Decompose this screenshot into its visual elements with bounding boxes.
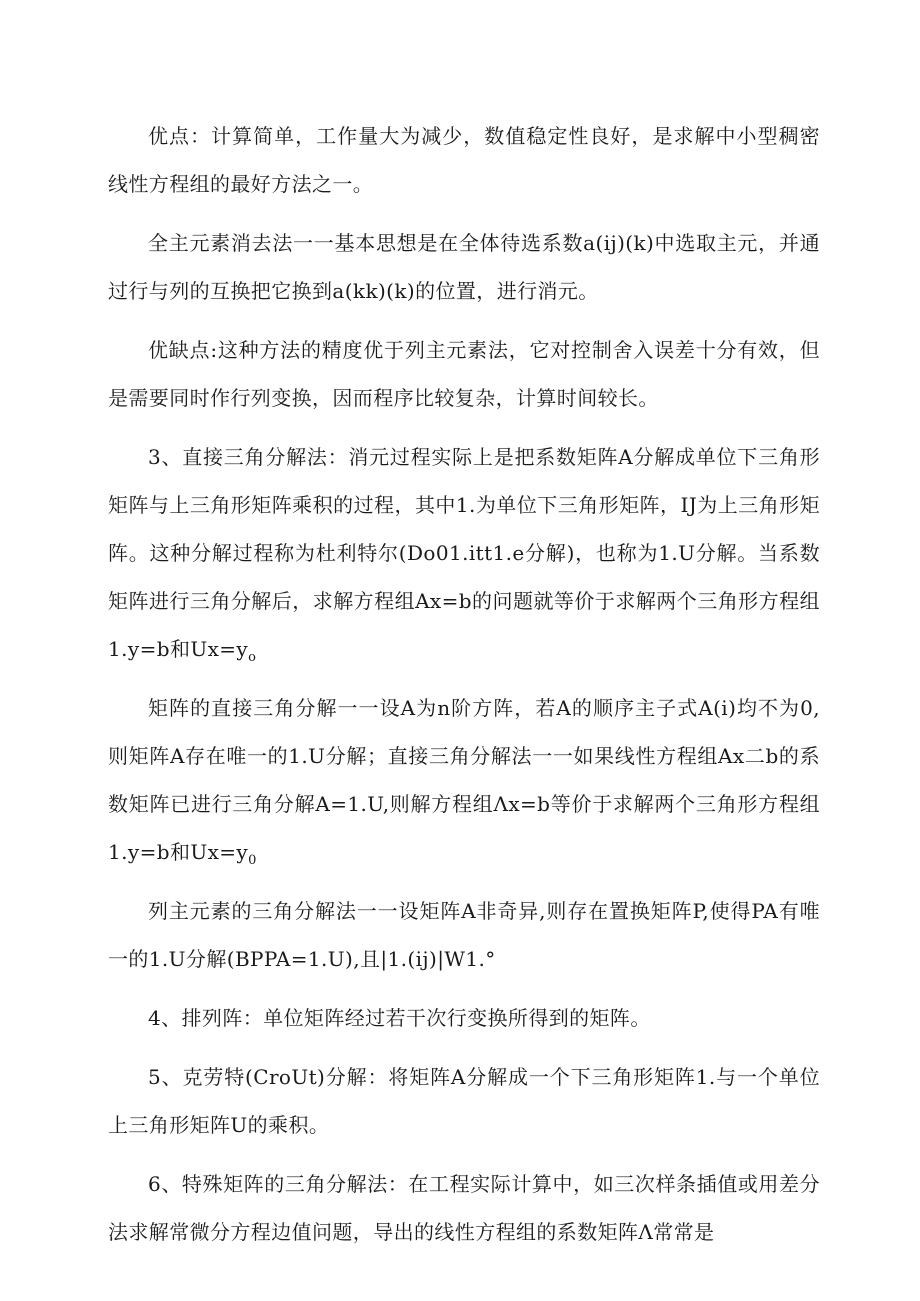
paragraph-advantages bbox=[108, 112, 820, 208]
paragraph-text: 4、排列阵：单位矩阵经过若干次行变换所得到的矩阵。 bbox=[148, 1006, 651, 1030]
paragraph-column-pivot-lu bbox=[108, 887, 820, 983]
paragraph-pros-cons bbox=[108, 326, 820, 422]
subscript: 0 bbox=[248, 853, 257, 868]
paragraph-matrix-lu bbox=[108, 684, 820, 876]
paragraph-permutation bbox=[108, 994, 820, 1042]
paragraph-text: 3、直接三角分解法：消元过程实际上是把系数矩阵A分解成单位下三角形矩阵与上三角形矩阵乘积的过程，其中1.为单位下三角形矩阵，IJ为上三角形矩阵。这种分解过程称为杜利特尔(Do01.itt1.e分解)，也称为1.U分解。当系数矩阵进行三角分解后，求解方程组Ax=b的问题就等价于求解两个三角形方程组1.y=b和Ux=y bbox=[108, 445, 820, 661]
paragraph-direct-lu bbox=[108, 433, 820, 673]
paragraph-special-matrix bbox=[108, 1160, 820, 1256]
paragraph-text: 优点：计算简单，工作量大为减少，数值稳定性良好，是求解中小型稠密线性方程组的最好方法之一。 bbox=[108, 124, 820, 196]
paragraph-text: 全主元素消去法一一基本思想是在全体待选系数a(ij)(k)中选取主元，并通过行与列的互换把它换到a(kk)(k)的位置，进行消元。 bbox=[108, 231, 820, 303]
document-body bbox=[108, 112, 820, 1267]
paragraph-text: 列主元素的三角分解法一一设矩阵A非奇异,则存在置换矩阵P,使得PA有唯一的1.U分解(BPPA=1.U),且|1.(ij)|W1.° bbox=[108, 899, 820, 971]
paragraph-text: 6、特殊矩阵的三角分解法：在工程实际计算中，如三次样条插值或用差分法求解常微分方程边值问题，导出的线性方程组的系数矩阵Λ常常是 bbox=[108, 1172, 820, 1244]
paragraph-crout bbox=[108, 1053, 820, 1149]
paragraph-full-pivot bbox=[108, 219, 820, 315]
paragraph-text: 优缺点:这种方法的精度优于列主元素法，它对控制舍入误差十分有效，但是需要同时作行列变换，因而程序比较复杂，计算时间较长。 bbox=[108, 338, 820, 410]
paragraph-text: 5、克劳特(CroUt)分解：将矩阵A分解成一个下三角形矩阵1.与一个单位上三角形矩阵U的乘积。 bbox=[108, 1065, 820, 1137]
paragraph-text: 矩阵的直接三角分解一一设A为n阶方阵，若A的顺序主子式A(i)均不为0,则矩阵A存在唯一的1.U分解；直接三角分解法一一如果线性方程组Ax二b的系数矩阵已进行三角分解A=1.U,则解方程组Λx=b等价于求解两个三角形方程组1.y=b和Ux=y bbox=[108, 696, 820, 864]
subscript: o bbox=[248, 650, 257, 665]
